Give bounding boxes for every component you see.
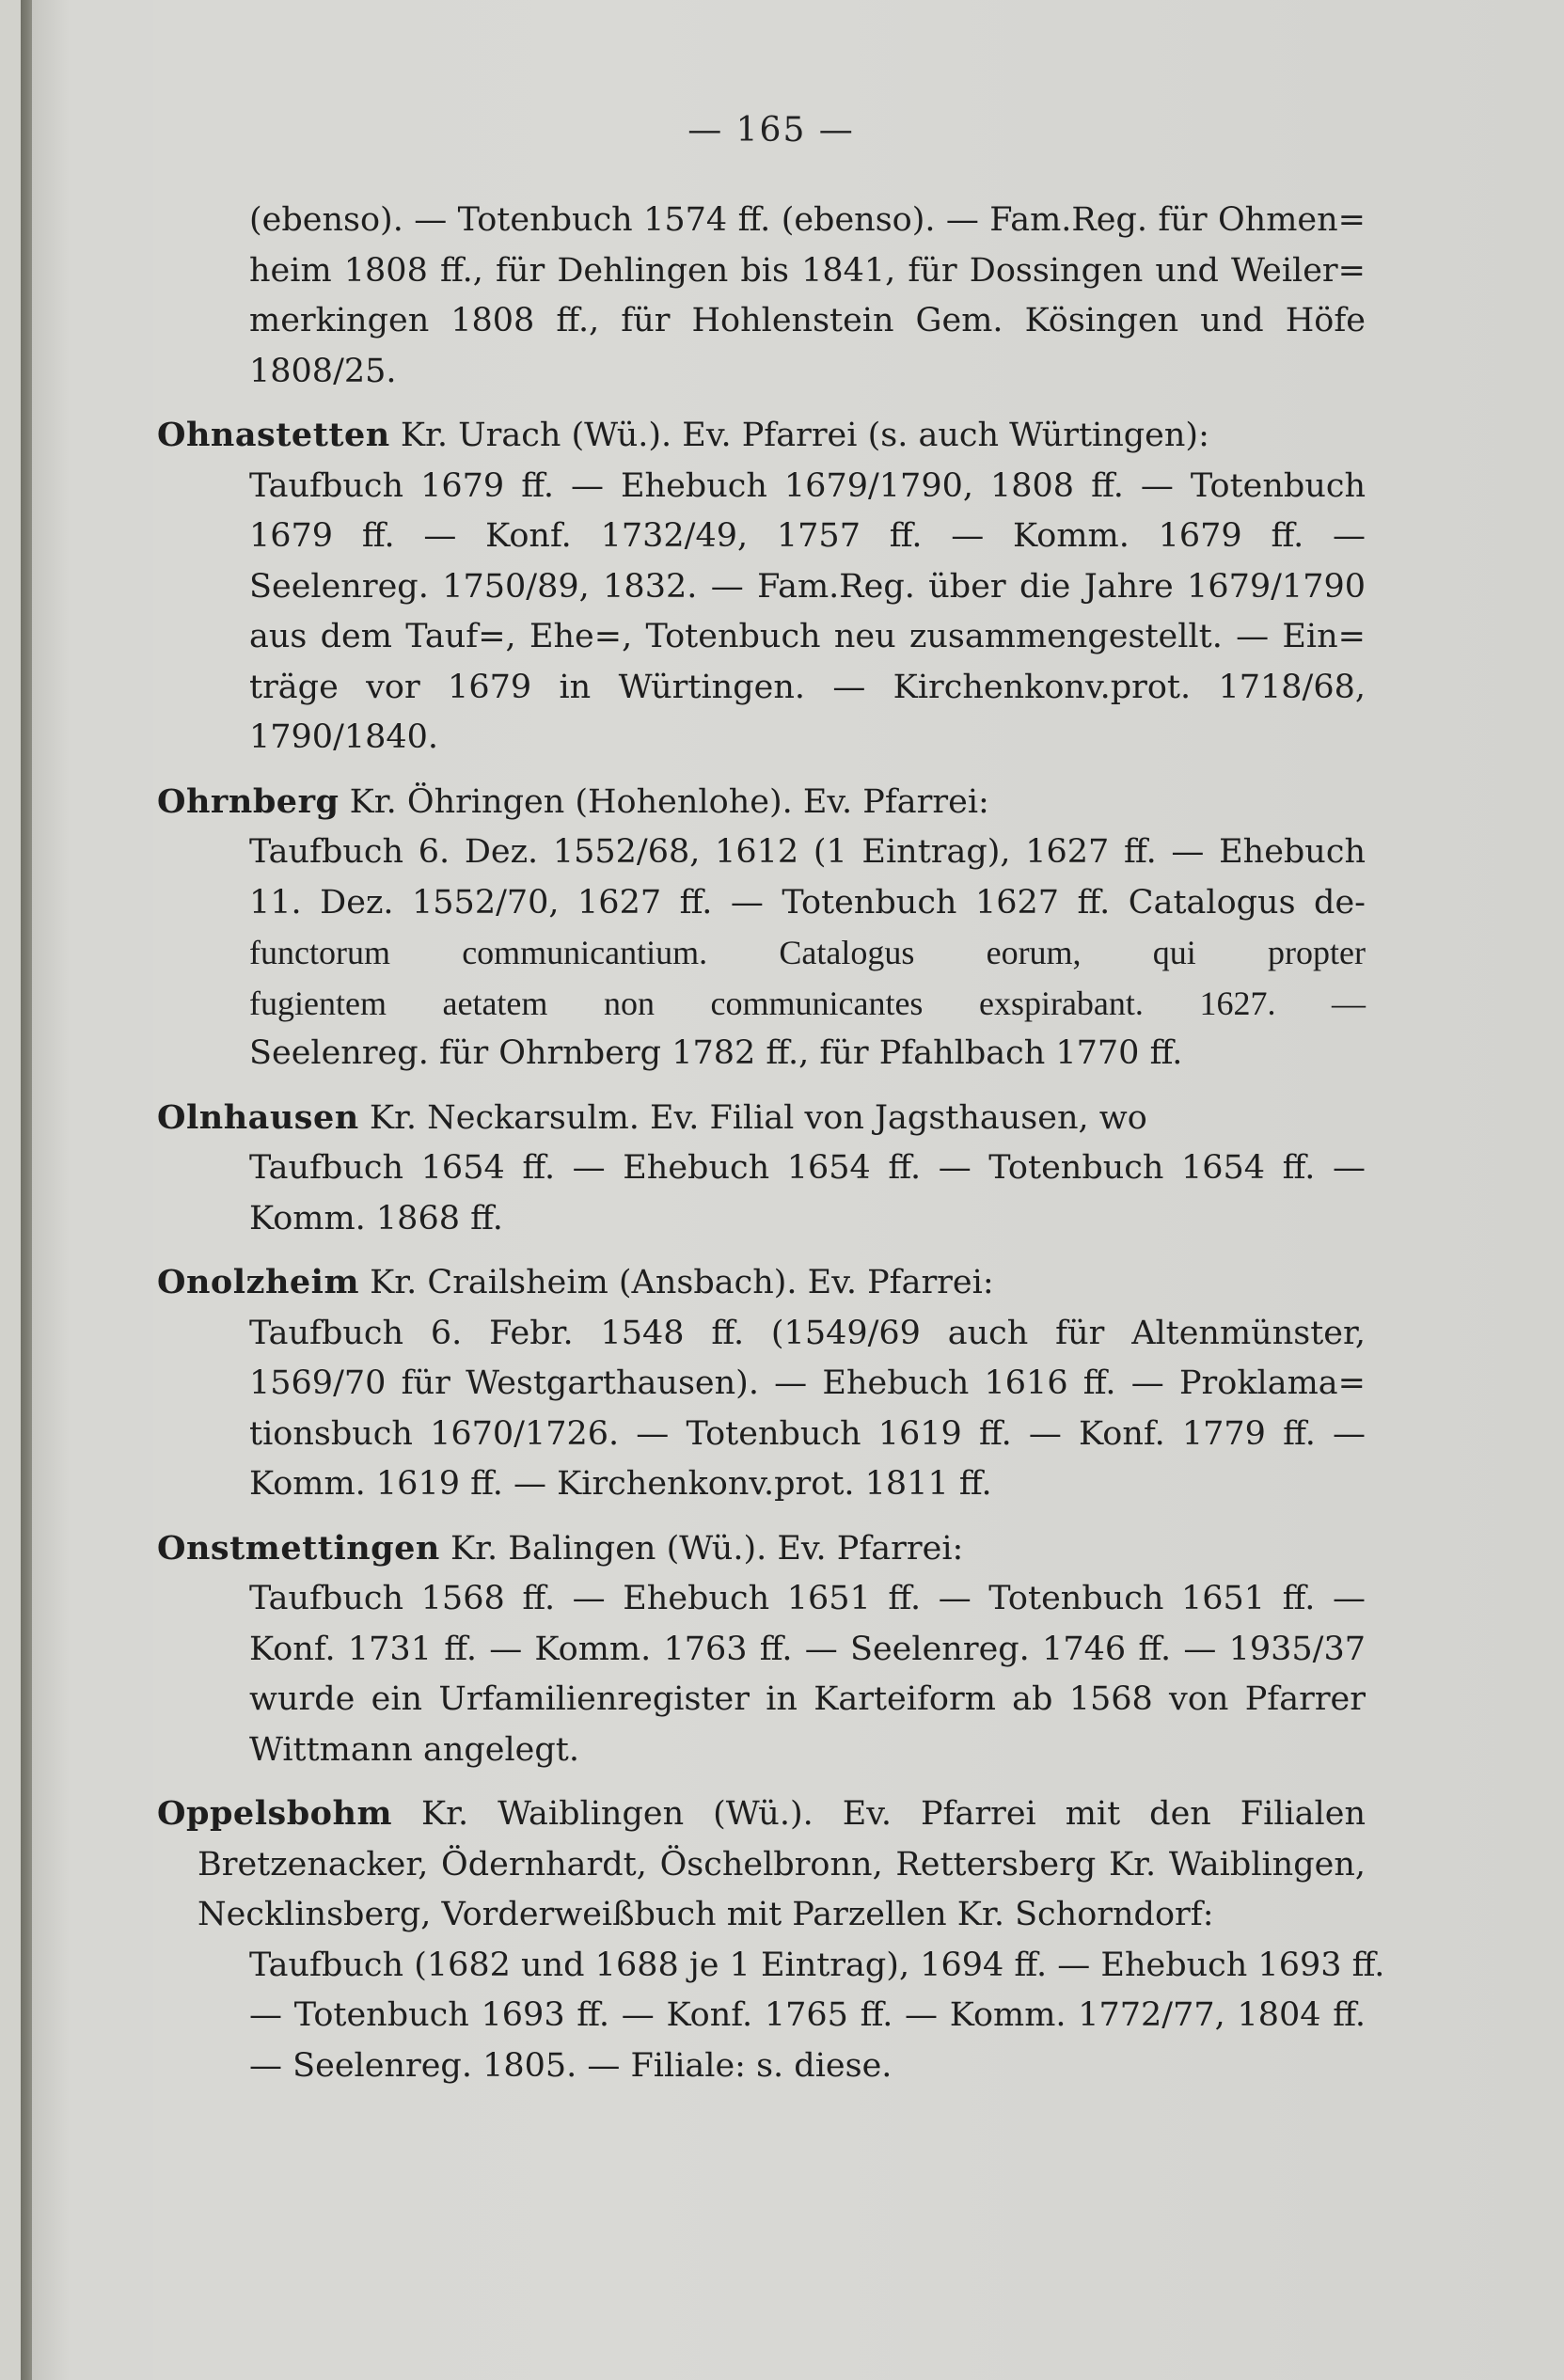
text-line: Seelenreg. 1750/89, 1832. — Fam.Reg. über die Jahre 1679/1790 xyxy=(249,567,1366,606)
text-line: wurde ein Urfamilienregister in Karteiform ab 1568 von Pfarrer xyxy=(249,1680,1366,1718)
headword: Ohrnberg xyxy=(157,781,340,821)
entry-location: Kr. Neckarsulm. Ev. Filial von Jagsthausen, wo xyxy=(358,1098,1147,1137)
continuation-paragraph xyxy=(157,196,1366,397)
headword: Olnhausen xyxy=(157,1097,359,1137)
entry-onstmettingen xyxy=(157,1523,1366,1776)
text-line: träge vor 1679 in Würtingen. — Kirchenkonv.prot. 1718/68, xyxy=(249,668,1366,706)
entry-heading-line xyxy=(157,1523,1366,1575)
text-line: Taufbuch 6. Febr. 1548 ff. (1549/69 auch für Altenmünster, xyxy=(249,1314,1366,1352)
text-line: heim 1808 ff., für Dehlingen bis 1841, für Dossingen und Weiler= xyxy=(249,251,1366,290)
text-line: Wittmann angelegt. xyxy=(249,1730,579,1769)
text-line: Taufbuch 6. Dez. 1552/68, 1612 (1 Eintrag), 1627 ff. — Ehebuch xyxy=(249,833,1366,871)
text-line: Konf. 1731 ff. — Komm. 1763 ff. — Seelenreg. 1746 ff. — 1935/37 xyxy=(249,1630,1366,1668)
headword: Onolzheim xyxy=(157,1263,359,1301)
entry-heading-line xyxy=(157,1093,1366,1144)
binding-stripe xyxy=(21,0,32,2380)
page-number: — 165 — xyxy=(687,111,855,150)
text-line: fugientem aetatem non communicantes exspirabant. 1627. — xyxy=(249,984,1366,1022)
text-line: 1808/25. xyxy=(249,352,397,390)
text-line: 1679 ff. — Konf. 1732/49, 1757 ff. — Komm. 1679 ff. — xyxy=(249,517,1366,555)
text-line: Seelenreg. für Ohrnberg 1782 ff., für Pfahlbach 1770 ff. xyxy=(249,1034,1183,1072)
entry-ohrnberg xyxy=(157,777,1366,1080)
entry-location: Kr. Crailsheim (Ansbach). Ev. Pfarrei: xyxy=(359,1264,994,1301)
text-line: Komm. 1868 ff. xyxy=(249,1199,503,1237)
text-line: 1790/1840. xyxy=(249,718,439,756)
text-line: aus dem Tauf=, Ehe=, Totenbuch neu zusammengestellt. — Ein= xyxy=(249,618,1366,655)
entry-location: Kr. Waiblingen (Wü.). Ev. Pfarrei mit den Filialen xyxy=(392,1795,1366,1833)
headword: Oppelsbohm xyxy=(157,1794,392,1833)
text-line: merkingen 1808 ff., für Hohlenstein Gem. Kösingen und Höfe xyxy=(249,302,1366,339)
filial-line: Necklinsberg, Vorderweißbuch mit Parzellen Kr. Schorndorf: xyxy=(197,1896,1214,1933)
register-text xyxy=(157,196,1385,2091)
entry-heading-line xyxy=(157,777,1366,828)
text-line: Taufbuch 1568 ff. — Ehebuch 1651 ff. — Totenbuch 1651 ff. — xyxy=(249,1580,1366,1617)
headword: Ohnastetten xyxy=(157,416,390,454)
text-line: — Seelenreg. 1805. — Filiale: s. diese. xyxy=(249,2046,893,2085)
filial-line: Bretzenacker, Ödernhardt, Öschelbronn, Rettersberg Kr. Waiblingen, xyxy=(197,1845,1366,1884)
text-line: — Totenbuch 1693 ff. — Konf. 1765 ff. — Komm. 1772/77, 1804 ff. xyxy=(249,1996,1366,2034)
entry-heading-line xyxy=(157,410,1366,462)
entry-olnhausen xyxy=(157,1093,1366,1245)
text-line: Taufbuch 1654 ff. — Ehebuch 1654 ff. — Totenbuch 1654 ff. — xyxy=(249,1149,1366,1187)
page-edge xyxy=(0,0,21,2380)
entry-location: Kr. Balingen (Wü.). Ev. Pfarrei: xyxy=(439,1529,964,1568)
text-line: Komm. 1619 ff. — Kirchenkonv.prot. 1811 ff. xyxy=(249,1465,992,1503)
entry-location: Kr. Öhringen (Hohenlohe). Ev. Pfarrei: xyxy=(339,782,989,821)
text-line: (ebenso). — Totenbuch 1574 ff. (ebenso). — Fam.Reg. für Ohmen= xyxy=(249,201,1366,239)
binding-shadow xyxy=(32,0,70,2380)
text-line: tionsbuch 1670/1726. — Totenbuch 1619 ff. — Konf. 1779 ff. — xyxy=(249,1414,1366,1453)
entry-oppelsbohm xyxy=(157,1789,1385,2091)
headword: Onstmettingen xyxy=(157,1528,440,1568)
entry-ohnastetten xyxy=(157,410,1366,764)
text-line: Taufbuch (1682 und 1688 je 1 Eintrag), 1694 ff. — Ehebuch 1693 ff. xyxy=(249,1946,1385,1984)
entry-heading-line xyxy=(157,1257,1366,1309)
entry-location: Kr. Urach (Wü.). Ev. Pfarrei (s. auch Würtingen): xyxy=(389,417,1209,454)
entry-onolzheim xyxy=(157,1257,1366,1510)
text-line: Taufbuch 1679 ff. — Ehebuch 1679/1790, 1808 ff. — Totenbuch xyxy=(249,466,1366,505)
text-line: 1569/70 für Westgarthausen). — Ehebuch 1616 ff. — Proklama= xyxy=(249,1364,1366,1402)
entry-heading-line xyxy=(157,1789,1366,1840)
text-line: functorum communicantium. Catalogus eorum, qui propter xyxy=(249,934,1366,971)
text-line: 11. Dez. 1552/70, 1627 ff. — Totenbuch 1627 ff. Catalogus de- xyxy=(249,883,1366,922)
